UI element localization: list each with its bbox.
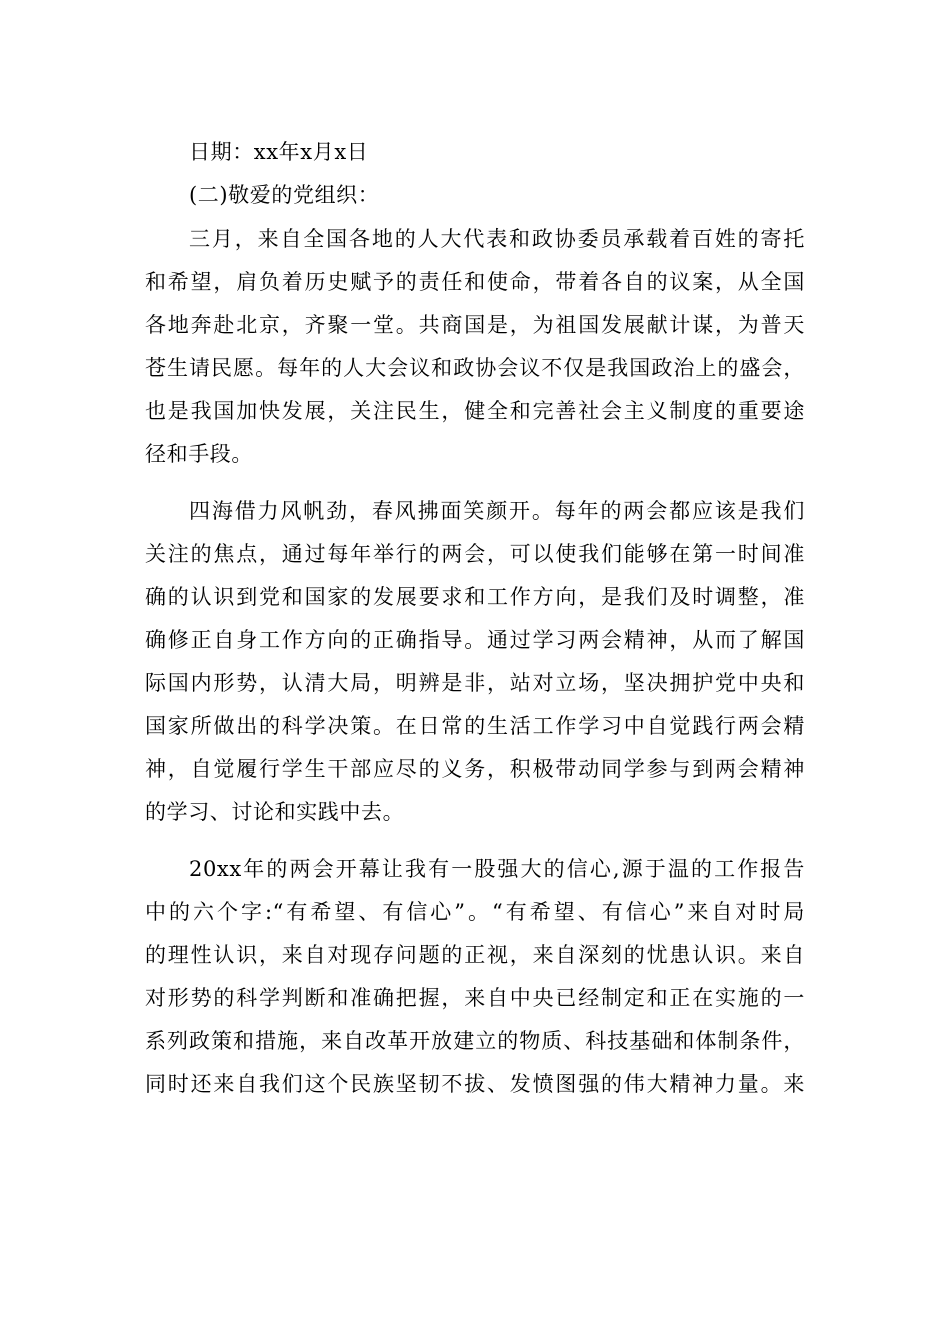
salutation: (二)敬爱的党组织：: [189, 183, 380, 207]
paragraph-line: 各地奔赴北京，齐聚一堂。共商国是，为祖国发展献计谋，为普天: [145, 313, 805, 337]
document-body: [145, 131, 805, 1106]
paragraph-line: 确修正自身工作方向的正确指导。通过学习两会精神，从而了解国: [145, 628, 805, 652]
paragraph-2: [145, 490, 805, 834]
paragraph-line: 苍生请民愿。每年的人大会议和政协会议不仅是我国政治上的盛会，: [145, 356, 805, 380]
paragraph-line: 三月，来自全国各地的人大代表和政协委员承载着百姓的寄托: [189, 227, 805, 251]
paragraph-line: 际国内形势，认清大局，明辨是非，站对立场，坚决拥护党中央和: [145, 671, 805, 695]
paragraph-line: 神，自觉履行学生干部应尽的义务，积极带动同学参与到两会精神: [145, 757, 805, 781]
paragraph-line: 确的认识到党和国家的发展要求和工作方向，是我们及时调整，准: [145, 585, 805, 609]
paragraph-line: 的学习、讨论和实践中去。: [145, 800, 405, 824]
paragraph-line: 20xx年的两会开幕让我有一股强大的信心,源于温的工作报告: [189, 857, 805, 881]
paragraph-line: 对形势的科学判断和准确把握，来自中央已经制定和正在实施的一: [145, 986, 805, 1010]
paragraph-line: 中的六个字:“有希望、有信心”。“有希望、有信心”来自对时局: [145, 900, 805, 924]
paragraph-line: 同时还来自我们这个民族坚韧不拔、发愤图强的伟大精神力量。来: [145, 1072, 805, 1096]
paragraph-line: 也是我国加快发展，关注民生，健全和完善社会主义制度的重要途: [145, 399, 805, 423]
paragraph-line: 径和手段。: [145, 442, 253, 466]
paragraph-line: 关注的焦点，通过每年举行的两会，可以使我们能够在第一时间准: [145, 542, 805, 566]
paragraph-3: [145, 848, 805, 1106]
paragraph-line: 国家所做出的科学决策。在日常的生活工作学习中自觉践行两会精: [145, 714, 805, 738]
paragraph-line: 和希望，肩负着历史赋予的责任和使命，带着各自的议案，从全国: [145, 270, 805, 294]
date-line: 日期：xx年x月x日: [189, 140, 369, 164]
paragraph-line: 的理性认识，来自对现存问题的正视，来自深刻的忧患认识。来自: [145, 943, 805, 967]
paragraph-line: 系列政策和措施，来自改革开放建立的物质、科技基础和体制条件，: [145, 1029, 805, 1053]
paragraph-line: 四海借力风帆劲，春风拂面笑颜开。每年的两会都应该是我们: [189, 499, 805, 523]
paragraph-1: [145, 218, 805, 476]
